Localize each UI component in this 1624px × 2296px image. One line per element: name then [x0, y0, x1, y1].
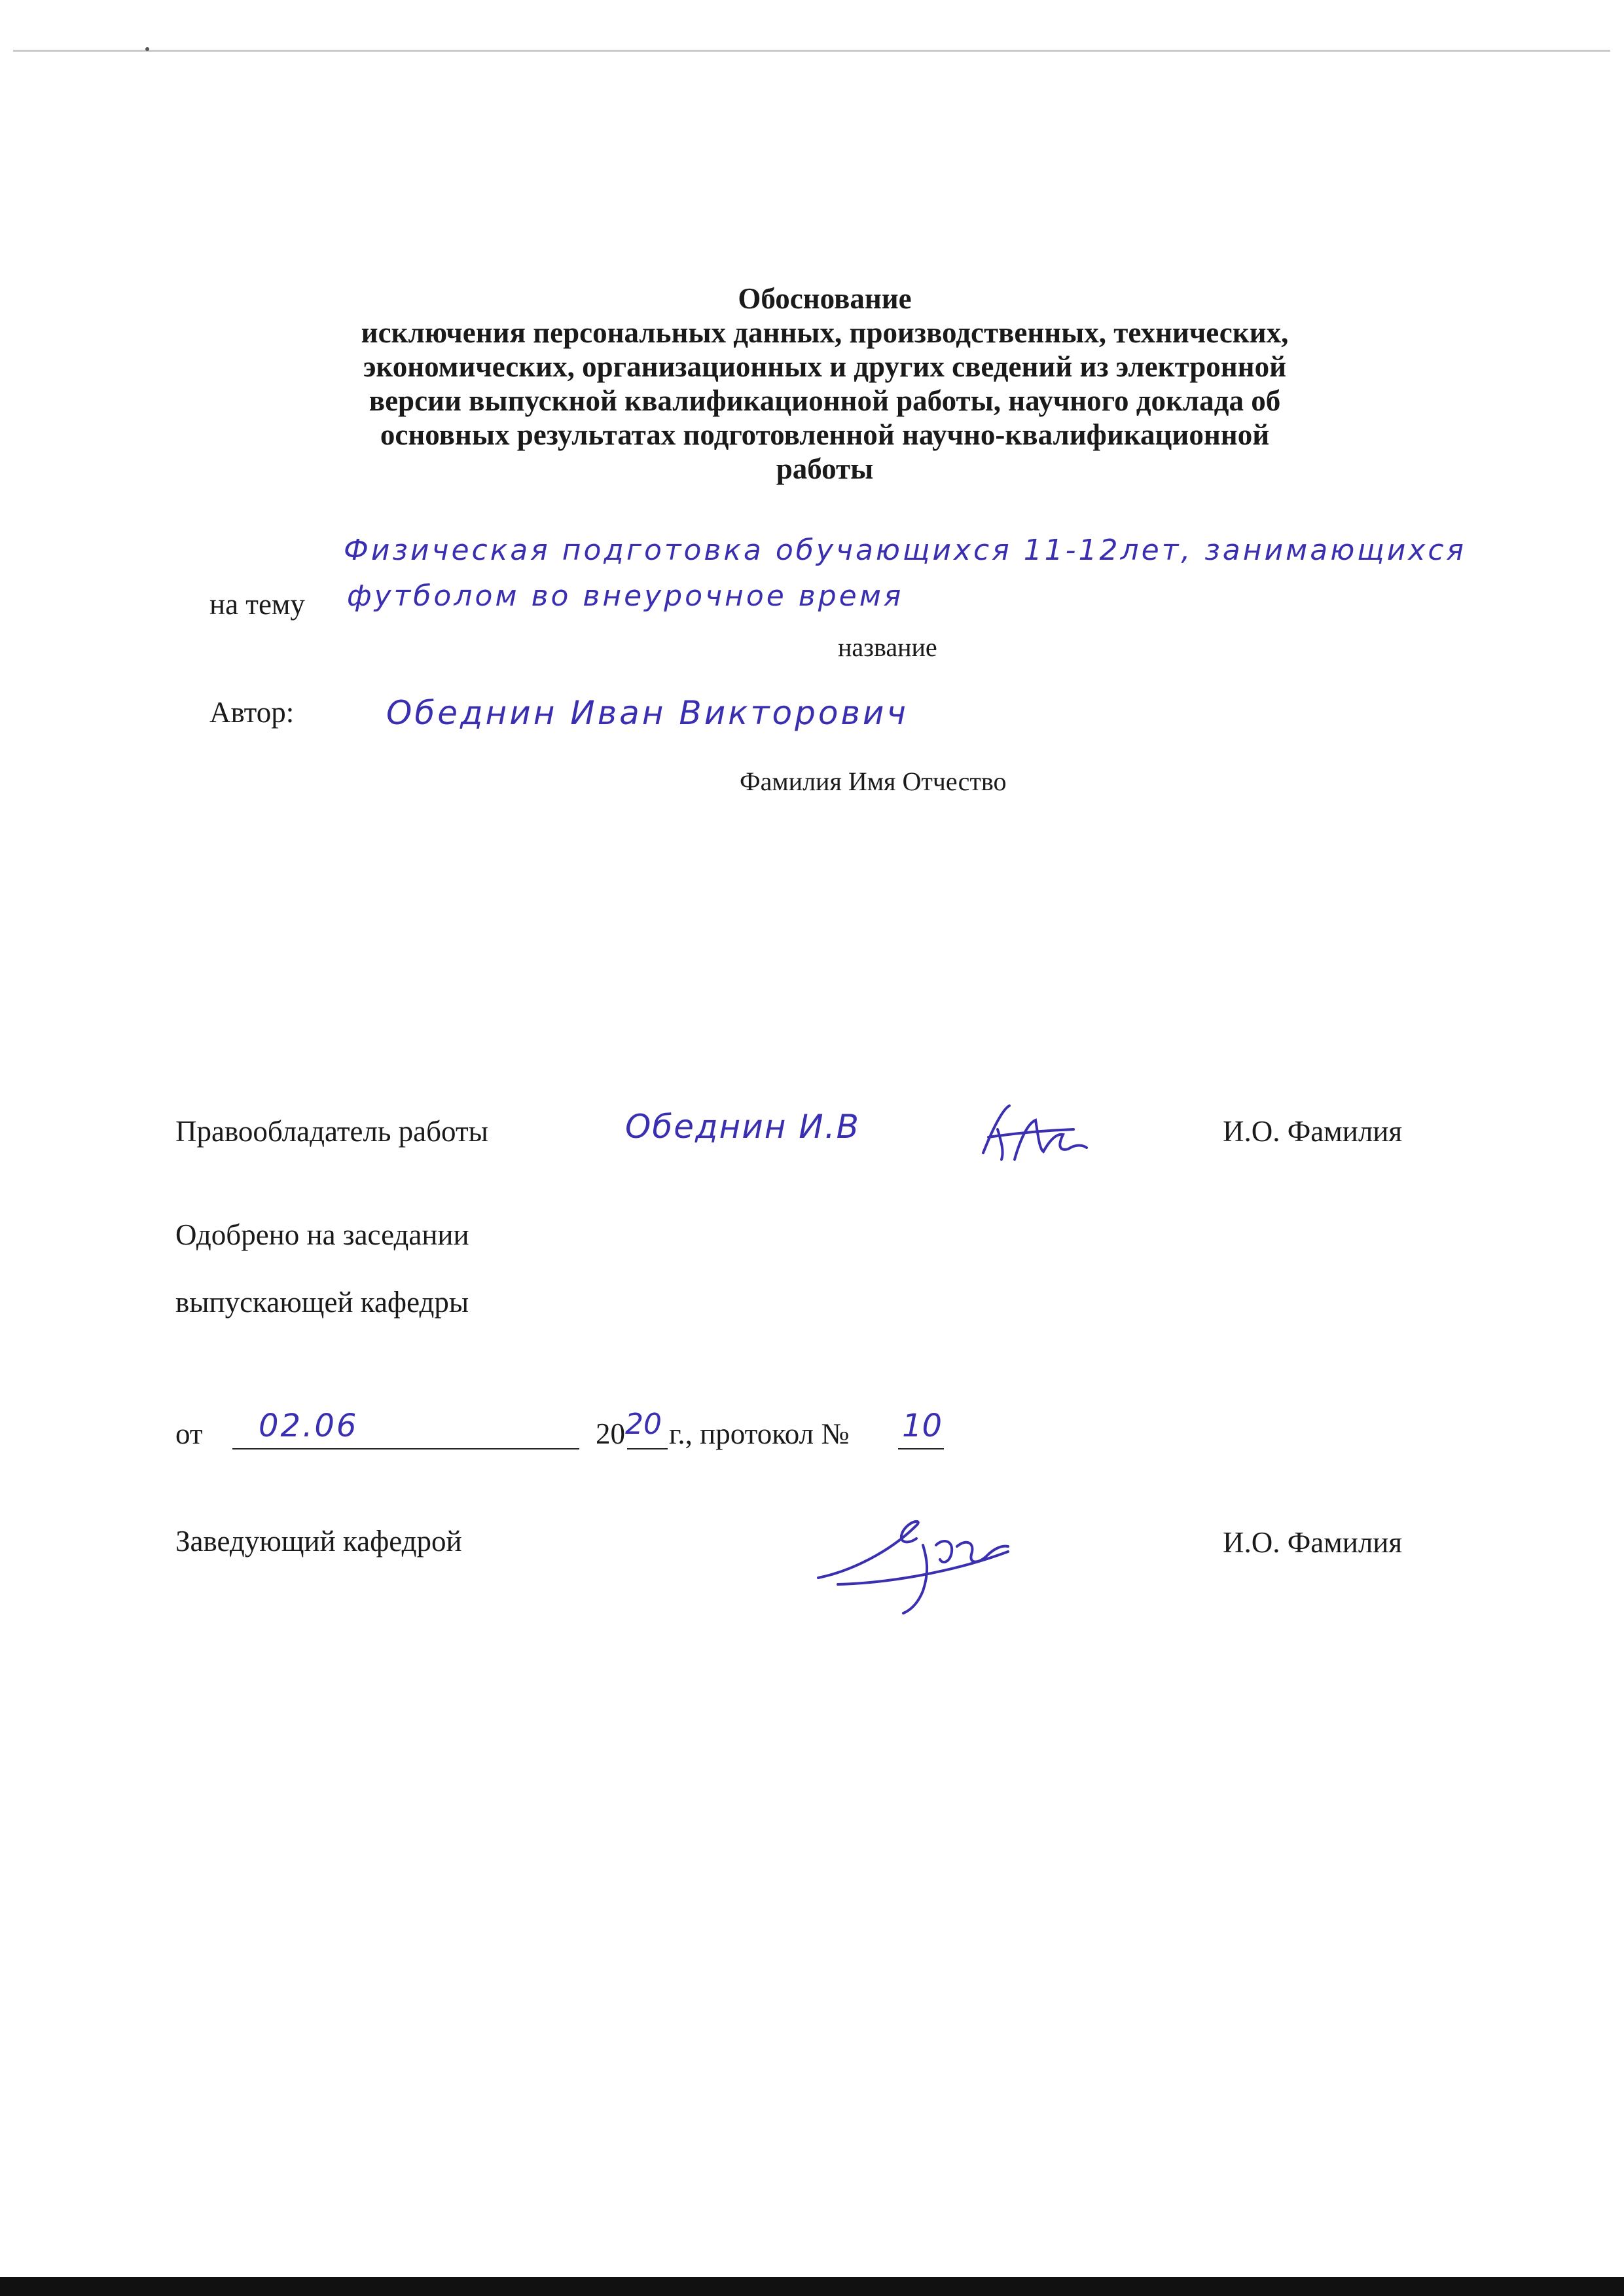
document-title-block: [196, 282, 1453, 486]
topic-handwritten-line-2: футболом во внеурочное время: [347, 579, 904, 613]
top-scan-rule: [13, 50, 1610, 52]
date-underline: [232, 1448, 579, 1449]
protocol-date-handwritten: 02.06: [259, 1408, 359, 1444]
title-line-3: версии выпускной квалификационной работы, научного доклада об: [369, 384, 1281, 417]
approval-line-1: Одобрено на заседании: [175, 1218, 469, 1251]
department-head-label: Заведующий кафедрой: [175, 1525, 462, 1558]
protocol-number-underline: [898, 1448, 944, 1449]
title-line-5: работы: [776, 452, 874, 485]
rights-holder-name-caption: И.О. Фамилия: [1223, 1115, 1403, 1148]
rights-holder-label: Правообладатель работы: [175, 1115, 488, 1148]
year-handwritten: 20: [625, 1408, 662, 1441]
topic-label: на тему: [209, 588, 305, 621]
approval-line-2: выпускающей кафедры: [175, 1286, 469, 1319]
rights-holder-handwritten-name: Обеднин И.В: [625, 1108, 860, 1146]
date-prefix: от: [175, 1417, 203, 1450]
scan-speck: [145, 47, 149, 51]
topic-caption: название: [838, 632, 937, 662]
department-head-name-caption: И.О. Фамилия: [1223, 1526, 1403, 1559]
author-label: Автор:: [209, 696, 295, 729]
topic-handwritten-line-1: Физическая подготовка обучающихся 11-12лет, занимающихся: [344, 534, 1466, 567]
author-caption: Фамилия Имя Отчество: [740, 767, 1007, 796]
year-prefix: 20: [596, 1417, 625, 1450]
year-underline: [627, 1448, 668, 1449]
title-line-4: основных результатах подготовленной научно-квалификационной: [380, 418, 1270, 451]
rights-holder-signature: [975, 1097, 1093, 1169]
author-handwritten-name: Обеднин Иван Викторович: [386, 694, 909, 732]
title-line-2: экономических, организационных и других сведений из электронной: [363, 350, 1287, 383]
department-head-signature: [812, 1499, 1021, 1617]
scan-bottom-edge: [0, 2277, 1624, 2296]
protocol-label: г., протокол №: [669, 1417, 850, 1450]
protocol-number-handwritten: 10: [902, 1408, 943, 1444]
title-line-1: исключения персональных данных, производственных, технических,: [361, 316, 1289, 349]
document-title: Обоснование: [738, 282, 912, 315]
